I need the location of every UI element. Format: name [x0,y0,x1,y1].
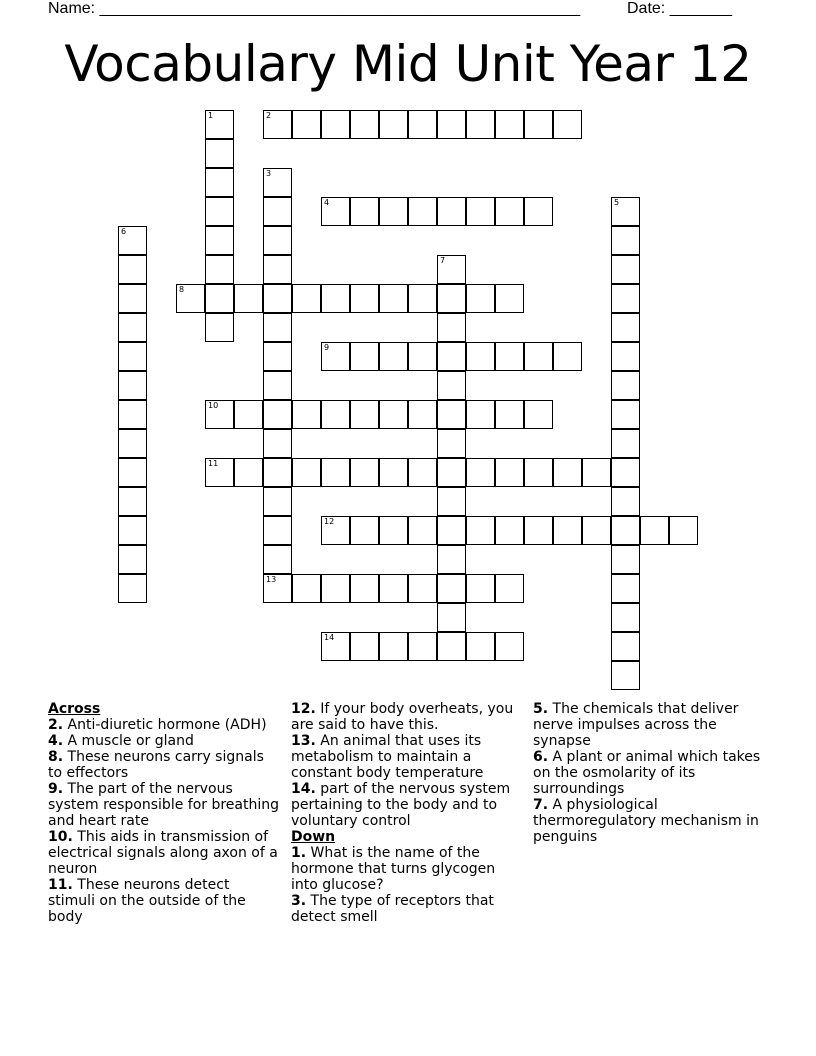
grid-cell[interactable] [611,487,640,516]
clue-item-text: The part of the nervous system responsible for breathing and heart rate [48,781,280,829]
grid-cell[interactable] [205,226,234,255]
clue-item-text: What is the name of the hormone that turns glycogen into glucose? [291,845,496,893]
grid-cell[interactable] [611,400,640,429]
grid-cell[interactable] [118,255,147,284]
grid-cell[interactable] [234,284,263,313]
clue-item-number: 8. [48,749,64,765]
clue-item-text: These neurons detect stimuli on the outside of the body [48,877,246,925]
grid-cell[interactable] [118,574,147,603]
grid-cell[interactable] [408,574,437,603]
clue-item-number: 4. [48,733,64,749]
grid-cell[interactable] [118,284,147,313]
grid-cell[interactable] [379,110,408,139]
grid-cell[interactable] [437,400,466,429]
clue-item [48,749,280,781]
clue-number: 5 [614,198,620,207]
grid-cell[interactable] [408,342,437,371]
grid-cell[interactable] [466,110,495,139]
clue-item-number: 5. [533,701,549,717]
grid-cell[interactable] [263,226,292,255]
clue-item-number: 3. [291,893,307,909]
grid-cell[interactable] [321,458,350,487]
grid-cell[interactable] [582,458,611,487]
clue-item-number: 6. [533,749,549,765]
grid-cell[interactable] [379,632,408,661]
grid-cell[interactable] [118,342,147,371]
grid-cell[interactable] [379,342,408,371]
grid-cell[interactable] [466,458,495,487]
grid-cell[interactable] [437,545,466,574]
grid-cell[interactable] [495,458,524,487]
grid-cell[interactable] [118,371,147,400]
grid-cell[interactable] [118,429,147,458]
grid-cell[interactable] [437,632,466,661]
grid-cell[interactable] [205,284,234,313]
grid-cell[interactable] [437,371,466,400]
grid-cell[interactable] [611,371,640,400]
grid-cell[interactable] [524,197,553,226]
grid-cell[interactable] [611,429,640,458]
clue-item-number: 7. [533,797,549,813]
clue-item-text: This aids in transmission of electrical signals along axon of a neuron [48,829,278,877]
grid-cell[interactable] [263,429,292,458]
grid-cell[interactable] [408,197,437,226]
grid-cell[interactable] [466,400,495,429]
grid-cell[interactable] [524,342,553,371]
grid-cell[interactable] [495,342,524,371]
grid-cell[interactable] [611,197,640,226]
clue-item-number: 11. [48,877,73,893]
clue-item-text: part of the nervous system pertaining to the body and to voluntary control [291,781,511,829]
grid-cell[interactable] [553,342,582,371]
grid-cell[interactable] [379,458,408,487]
clue-item [291,733,523,781]
grid-cell[interactable] [437,197,466,226]
clue-item-text: Anti-diuretic hormone (ADH) [63,717,267,733]
grid-cell[interactable] [379,400,408,429]
grid-cell[interactable] [611,284,640,313]
grid-cell[interactable] [118,400,147,429]
grid-cell[interactable] [524,110,553,139]
grid-cell[interactable] [350,400,379,429]
grid-cell[interactable] [263,284,292,313]
grid-cell[interactable] [350,197,379,226]
grid-cell[interactable] [408,400,437,429]
grid-cell[interactable] [292,400,321,429]
grid-cell[interactable] [582,516,611,545]
grid-cell[interactable] [263,342,292,371]
grid-cell[interactable] [118,226,147,255]
clue-number: 9 [324,343,330,352]
grid-cell[interactable] [350,284,379,313]
clue-item-number: 9. [48,781,64,797]
clue-number: 13 [266,575,277,584]
grid-cell[interactable] [118,487,147,516]
grid-cell[interactable] [553,110,582,139]
clue-item-number: 1. [291,845,307,861]
clue-number: 3 [266,169,272,178]
grid-cell[interactable] [611,342,640,371]
clue-item [48,829,280,877]
grid-cell[interactable] [350,110,379,139]
grid-cell[interactable] [205,458,234,487]
grid-cell[interactable] [437,487,466,516]
grid-cell[interactable] [437,603,466,632]
clue-number: 11 [208,459,219,468]
clue-item [48,733,280,749]
clue-column-2 [291,701,523,925]
clue-number: 14 [324,633,335,642]
grid-cell[interactable] [611,516,640,545]
grid-cell[interactable] [466,574,495,603]
clue-column-3 [533,701,773,845]
grid-cell[interactable] [495,197,524,226]
clue-item-number: 14. [291,781,316,797]
clue-item [291,893,523,925]
grid-cell[interactable] [495,574,524,603]
grid-cell[interactable] [408,632,437,661]
grid-cell[interactable] [437,574,466,603]
clue-item-text: A muscle or gland [63,733,194,749]
grid-cell[interactable] [118,458,147,487]
clue-number: 8 [179,285,185,294]
grid-cell[interactable] [437,284,466,313]
grid-cell[interactable] [408,284,437,313]
grid-cell[interactable] [292,574,321,603]
grid-cell[interactable] [321,516,350,545]
grid-cell[interactable] [118,545,147,574]
grid-cell[interactable] [611,226,640,255]
grid-cell[interactable] [611,661,640,690]
clue-number: 4 [324,198,330,207]
clue-item-text: If your body overheats, you are said to have this. [291,701,514,733]
across-clue-list-continued [291,701,523,829]
grid-cell[interactable] [408,110,437,139]
grid-cell[interactable] [263,516,292,545]
grid-cell[interactable] [466,516,495,545]
grid-cell[interactable] [437,313,466,342]
clue-column-1 [48,701,280,925]
grid-cell[interactable] [437,342,466,371]
grid-cell[interactable] [263,487,292,516]
grid-cell[interactable] [495,284,524,313]
clue-number: 12 [324,517,335,526]
clue-number: 6 [121,227,127,236]
clue-item-number: 2. [48,717,64,733]
clue-item-text: A plant or animal which takes on the osmolarity of its surroundings [533,749,761,797]
grid-cell[interactable] [495,516,524,545]
grid-cell[interactable] [466,197,495,226]
grid-cell[interactable] [379,516,408,545]
grid-cell[interactable] [379,284,408,313]
grid-cell[interactable] [292,110,321,139]
grid-cell[interactable] [321,110,350,139]
grid-cell[interactable] [321,574,350,603]
grid-cell[interactable] [524,458,553,487]
name-field: Name: ______________________________________________________ [48,0,581,17]
grid-cell[interactable] [263,371,292,400]
clue-item [291,845,523,893]
grid-cell[interactable] [524,516,553,545]
grid-cell[interactable] [495,632,524,661]
down-clue-list [291,845,523,925]
grid-cell[interactable] [234,400,263,429]
grid-cell[interactable] [437,110,466,139]
grid-cell[interactable] [437,458,466,487]
date-field: Date: _______ [627,0,732,17]
grid-cell[interactable] [611,458,640,487]
grid-cell[interactable] [437,516,466,545]
clue-item-text: These neurons carry signals to effectors [48,749,264,781]
grid-cell[interactable] [205,313,234,342]
clue-item-text: The type of receptors that detect smell [291,893,494,925]
clue-item [48,877,280,925]
clue-item-text: An animal that uses its metabolism to maintain a constant body temperature [291,733,484,781]
clue-number: 7 [440,256,446,265]
grid-cell[interactable] [321,284,350,313]
clue-number: 2 [266,111,272,120]
clue-item [291,701,523,733]
grid-cell[interactable] [292,284,321,313]
clue-item-number: 12. [291,701,316,717]
grid-cell[interactable] [292,458,321,487]
grid-cell[interactable] [321,197,350,226]
grid-cell[interactable] [524,400,553,429]
clue-item [48,781,280,829]
grid-cell[interactable] [466,342,495,371]
grid-cell[interactable] [640,516,669,545]
clue-number: 1 [208,111,214,120]
grid-cell[interactable] [611,545,640,574]
grid-cell[interactable] [379,574,408,603]
grid-cell[interactable] [263,168,292,197]
clue-item [48,717,280,733]
grid-cell[interactable] [437,429,466,458]
clue-item [533,797,773,845]
clue-item-text: The chemicals that deliver nerve impulses across the synapse [533,701,739,749]
grid-cell[interactable] [205,400,234,429]
clue-number: 10 [208,401,219,410]
grid-cell[interactable] [611,603,640,632]
grid-cell[interactable] [350,342,379,371]
grid-cell[interactable] [669,516,698,545]
grid-cell[interactable] [466,632,495,661]
clue-item-number: 10. [48,829,73,845]
grid-cell[interactable] [205,139,234,168]
grid-cell[interactable] [263,400,292,429]
grid-cell[interactable] [205,197,234,226]
grid-cell[interactable] [118,516,147,545]
grid-cell[interactable] [118,313,147,342]
grid-cell[interactable] [408,458,437,487]
grid-cell[interactable] [466,284,495,313]
grid-cell[interactable] [611,574,640,603]
grid-cell[interactable] [263,255,292,284]
grid-cell[interactable] [263,458,292,487]
grid-cell[interactable] [611,632,640,661]
grid-cell[interactable] [205,255,234,284]
grid-cell[interactable] [234,458,263,487]
grid-cell[interactable] [350,632,379,661]
across-heading: Across [48,701,101,717]
grid-cell[interactable] [379,197,408,226]
down-clue-list-continued [533,701,773,845]
clue-item [533,701,773,749]
grid-cell[interactable] [350,574,379,603]
grid-cell[interactable] [205,168,234,197]
grid-cell[interactable] [611,255,640,284]
page-title: Vocabulary Mid Unit Year 12 [64,35,752,93]
clue-item-text: A physiological thermoregulatory mechanism in penguins [533,797,759,845]
grid-cell[interactable] [263,110,292,139]
grid-cell[interactable] [408,516,437,545]
grid-cell[interactable] [553,458,582,487]
grid-cell[interactable] [176,284,205,313]
grid-cell[interactable] [495,400,524,429]
grid-cell[interactable] [263,313,292,342]
grid-cell[interactable] [350,458,379,487]
grid-cell[interactable] [321,632,350,661]
grid-cell[interactable] [263,197,292,226]
clue-item [533,749,773,797]
down-heading: Down [291,829,336,845]
clue-item [291,781,523,829]
grid-cell[interactable] [350,516,379,545]
grid-cell[interactable] [263,574,292,603]
grid-cell[interactable] [263,545,292,574]
grid-cell[interactable] [437,255,466,284]
grid-cell[interactable] [321,342,350,371]
grid-cell[interactable] [553,516,582,545]
grid-cell[interactable] [495,110,524,139]
grid-cell[interactable] [321,400,350,429]
across-clue-list [48,717,280,925]
grid-cell[interactable] [205,110,234,139]
clue-item-number: 13. [291,733,316,749]
grid-cell[interactable] [611,313,640,342]
